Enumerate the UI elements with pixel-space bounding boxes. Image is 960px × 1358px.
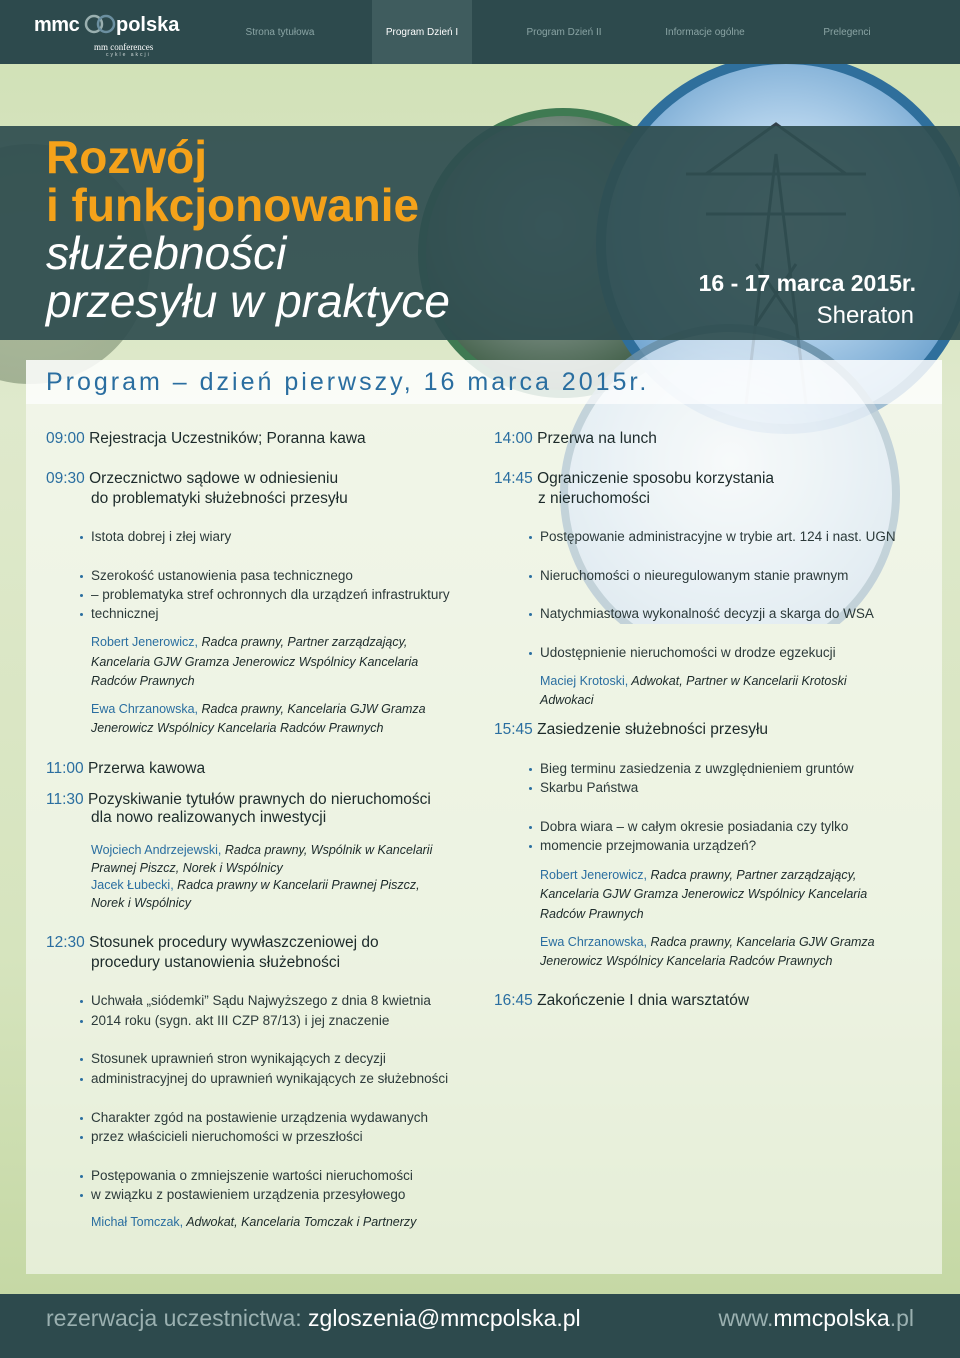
agenda-time: 14:45 — [494, 470, 533, 487]
speaker-role: Jenerowicz Wspólnicy Kancelaria Radców Prawnych — [540, 954, 833, 968]
logo-tagline: cykle akcji — [106, 52, 151, 58]
agenda-bullet: Uchwała „siódemki” Sądu Najwyższego z dnia 8 kwietnia — [91, 991, 431, 1011]
agenda-title: Przerwa na lunch — [537, 430, 657, 447]
agenda-bullet: Natychmiastowa wykonalność decyzji a skarga do WSA — [540, 604, 874, 624]
speaker-name: Ewa Chrzanowska, — [91, 702, 198, 716]
agenda-item — [494, 991, 749, 1011]
bullet-text: Skarbu Państwa — [540, 780, 639, 795]
agenda-item — [46, 933, 379, 953]
agenda-title: Rejestracja Uczestników; Poranna kawa — [89, 430, 366, 447]
speaker-role: Radca prawny, Kancelaria GJW Gramza — [201, 702, 426, 716]
agenda-bullet-cont — [91, 1011, 389, 1031]
title-line-1: Rozwój — [46, 131, 207, 183]
agenda-bullet: Nieruchomości o nieuregulowanym stanie prawnym — [540, 566, 848, 586]
agenda-bullet: Stosunek uprawnień stron wynikających z decyzji — [91, 1049, 386, 1069]
footer-reservation — [46, 1305, 581, 1332]
speaker-role: Radca prawny, Partner zarządzający, — [201, 635, 408, 649]
speaker-role: Adwokaci — [540, 693, 594, 707]
url-prefix: www. — [718, 1305, 774, 1331]
logo-rings-icon — [84, 12, 120, 36]
agenda-bullet: Postępowanie administracyjne w trybie art. 124 i nast. UGN — [540, 527, 896, 547]
speaker — [91, 876, 420, 895]
agenda-bullet-cont — [91, 1127, 363, 1147]
agenda-bullet-cont — [540, 778, 638, 798]
bullet-text: – problematyka stref ochronnych dla urządzeń infrastruktury — [91, 587, 450, 602]
speaker-role: Radca prawny, Partner zarządzający, — [650, 868, 857, 882]
speaker-role: Radca prawny w Kancelarii Prawnej Piszcz, — [177, 878, 420, 892]
title-line-4: przesyłu w praktyce — [46, 275, 450, 327]
bullet-text: przez właścicieli nieruchomości w przeszłości — [91, 1129, 363, 1144]
speaker-role: Radców Prawnych — [91, 674, 195, 688]
speaker-name: Ewa Chrzanowska, — [540, 935, 647, 949]
nav-item-day1[interactable]: Program Dzień I — [372, 0, 472, 64]
agenda-item — [494, 720, 768, 740]
agenda-bullet: Udostępnienie nieruchomości w drodze egzekucji — [540, 643, 836, 663]
agenda-item — [494, 469, 774, 489]
speaker-role: Radca prawny, Wspólnik w Kancelarii — [224, 843, 433, 857]
speaker-role: Adwokat, Partner w Kancelarii Krotoski — [631, 674, 847, 688]
agenda-item — [494, 429, 657, 449]
agenda-title: Przerwa kawowa — [87, 760, 206, 777]
logo-text-right: polska — [116, 14, 180, 36]
agenda-time: 11:00 — [46, 760, 84, 777]
bullet-text: w związku z postawieniem urządzenia przesyłowego — [91, 1187, 406, 1202]
speaker-role: Kancelaria GJW Gramza Jenerowicz Wspólnicy Kancelaria — [91, 655, 419, 669]
speaker — [91, 633, 407, 652]
agenda-title-cont: dla nowo realizowanych inwestycji — [91, 809, 327, 826]
agenda-item — [46, 429, 366, 449]
nav-item-day2[interactable]: Program Dzień II — [526, 26, 602, 38]
speaker-name: Robert Jenerowicz, — [91, 635, 198, 649]
mmc-polska-logo[interactable] — [34, 10, 180, 60]
speaker — [540, 866, 856, 885]
logo-text-left: mmc — [34, 14, 80, 36]
speaker-role: Norek i Wspólnicy — [91, 896, 192, 910]
agenda-title-cont: z nieruchomości — [538, 490, 650, 507]
speaker — [540, 672, 847, 691]
bullet-text: momencie przejmowania urządzeń? — [540, 838, 757, 853]
speaker — [91, 841, 432, 860]
speaker — [540, 933, 875, 952]
title-line-2: i funkcjonowanie — [46, 179, 420, 231]
reservation-email-link[interactable]: zgloszenia@mmcpolska.pl — [308, 1305, 581, 1331]
agenda-time: 09:30 — [46, 470, 85, 487]
event-venue: Sheraton — [816, 302, 914, 329]
agenda-bullet-cont — [540, 836, 756, 856]
agenda-bullet-cont — [91, 585, 450, 605]
speaker-role: Radca prawny, Kancelaria GJW Gramza — [650, 935, 875, 949]
reservation-label: rezerwacja uczestnictwa: — [46, 1305, 302, 1331]
agenda-bullet-cont — [91, 1069, 448, 1089]
bullet-text: technicznej — [91, 606, 159, 621]
agenda-bullet: Charakter zgód na postawienie urządzenia wydawanych — [91, 1108, 428, 1128]
bullet-text: administracyjnej do uprawnień wynikających ze służebności — [91, 1071, 449, 1086]
nav-item-speakers[interactable]: Prelegenci — [823, 26, 871, 38]
agenda-item — [46, 790, 431, 810]
agenda-bullet: Bieg terminu zasiedzenia z uwzględnieniem gruntów — [540, 759, 854, 779]
agenda-bullet: Istota dobrej i złej wiary — [91, 527, 231, 547]
url-tld: .pl — [889, 1305, 914, 1331]
agenda-item — [46, 469, 338, 489]
nav-item-general-info[interactable]: Informacje ogólne — [665, 26, 745, 38]
agenda-bullet-cont — [91, 604, 159, 624]
speaker-name: Jacek Łubecki, — [91, 878, 174, 892]
agenda-bullet: Szerokość ustanowienia pasa technicznego — [91, 566, 353, 586]
agenda-title-cont: procedury ustanowienia służebności — [91, 954, 341, 971]
agenda-title: Stosunek procedury wywłaszczeniowej do — [89, 934, 379, 951]
agenda-bullet: Postępowania o zmniejszenie wartości nieruchomości — [91, 1166, 413, 1186]
agenda-title: Ograniczenie sposobu korzystania — [537, 470, 775, 487]
speaker — [91, 700, 426, 719]
logo-subtitle: mm conferences — [94, 42, 154, 52]
bullet-text: 2014 roku (sygn. akt III CZP 87/13) i jej znaczenie — [91, 1013, 390, 1028]
agenda-time: 09:00 — [46, 430, 85, 447]
agenda-time: 15:45 — [494, 721, 533, 738]
agenda-item — [46, 759, 205, 779]
agenda-title-cont: do problematyki służebności przesyłu — [91, 490, 348, 507]
agenda-title: Orzecznictwo sądowe w odniesieniu — [89, 470, 339, 487]
speaker-role: Adwokat, Kancelaria Tomczak i Partnerzy — [186, 1215, 417, 1229]
agenda-time: 11:30 — [46, 791, 84, 808]
speaker-role: Radców Prawnych — [540, 907, 644, 921]
event-date: 16 - 17 marca 2015r. — [698, 270, 916, 296]
speaker-role: Prawnej Piszcz, Norek i Wspólnicy — [91, 861, 283, 875]
agenda-time: 12:30 — [46, 934, 85, 951]
speaker — [91, 1213, 416, 1232]
url-domain: mmcpolska — [773, 1305, 890, 1331]
agenda-bullet-cont — [91, 1185, 405, 1205]
speaker-name: Maciej Krotoski, — [540, 674, 629, 688]
agenda-time: 14:00 — [494, 430, 533, 447]
agenda-bullet: Dobra wiara – w całym okresie posiadania czy tylko — [540, 817, 848, 837]
speaker-role: Kancelaria GJW Gramza Jenerowicz Wspólnicy Kancelaria — [540, 887, 868, 901]
speaker-name: Michał Tomczak, — [91, 1215, 184, 1229]
agenda-title: Zakończenie I dnia warsztatów — [537, 992, 750, 1009]
agenda-title: Zasiedzenie służebności przesyłu — [537, 721, 769, 738]
agenda-title: Pozyskiwanie tytułów prawnych do nieruchomości — [87, 791, 431, 808]
speaker-role: Jenerowicz Wspólnicy Kancelaria Radców Prawnych — [91, 721, 384, 735]
speaker-name: Robert Jenerowicz, — [540, 868, 647, 882]
program-heading: Program – dzień pierwszy, 16 marca 2015r. — [46, 368, 650, 396]
website-link[interactable] — [718, 1305, 914, 1332]
agenda-time: 16:45 — [494, 992, 533, 1009]
speaker-name: Wojciech Andrzejewski, — [91, 843, 222, 857]
nav-item-home[interactable]: Strona tytułowa — [245, 26, 315, 38]
title-line-3: służebności — [46, 227, 287, 279]
